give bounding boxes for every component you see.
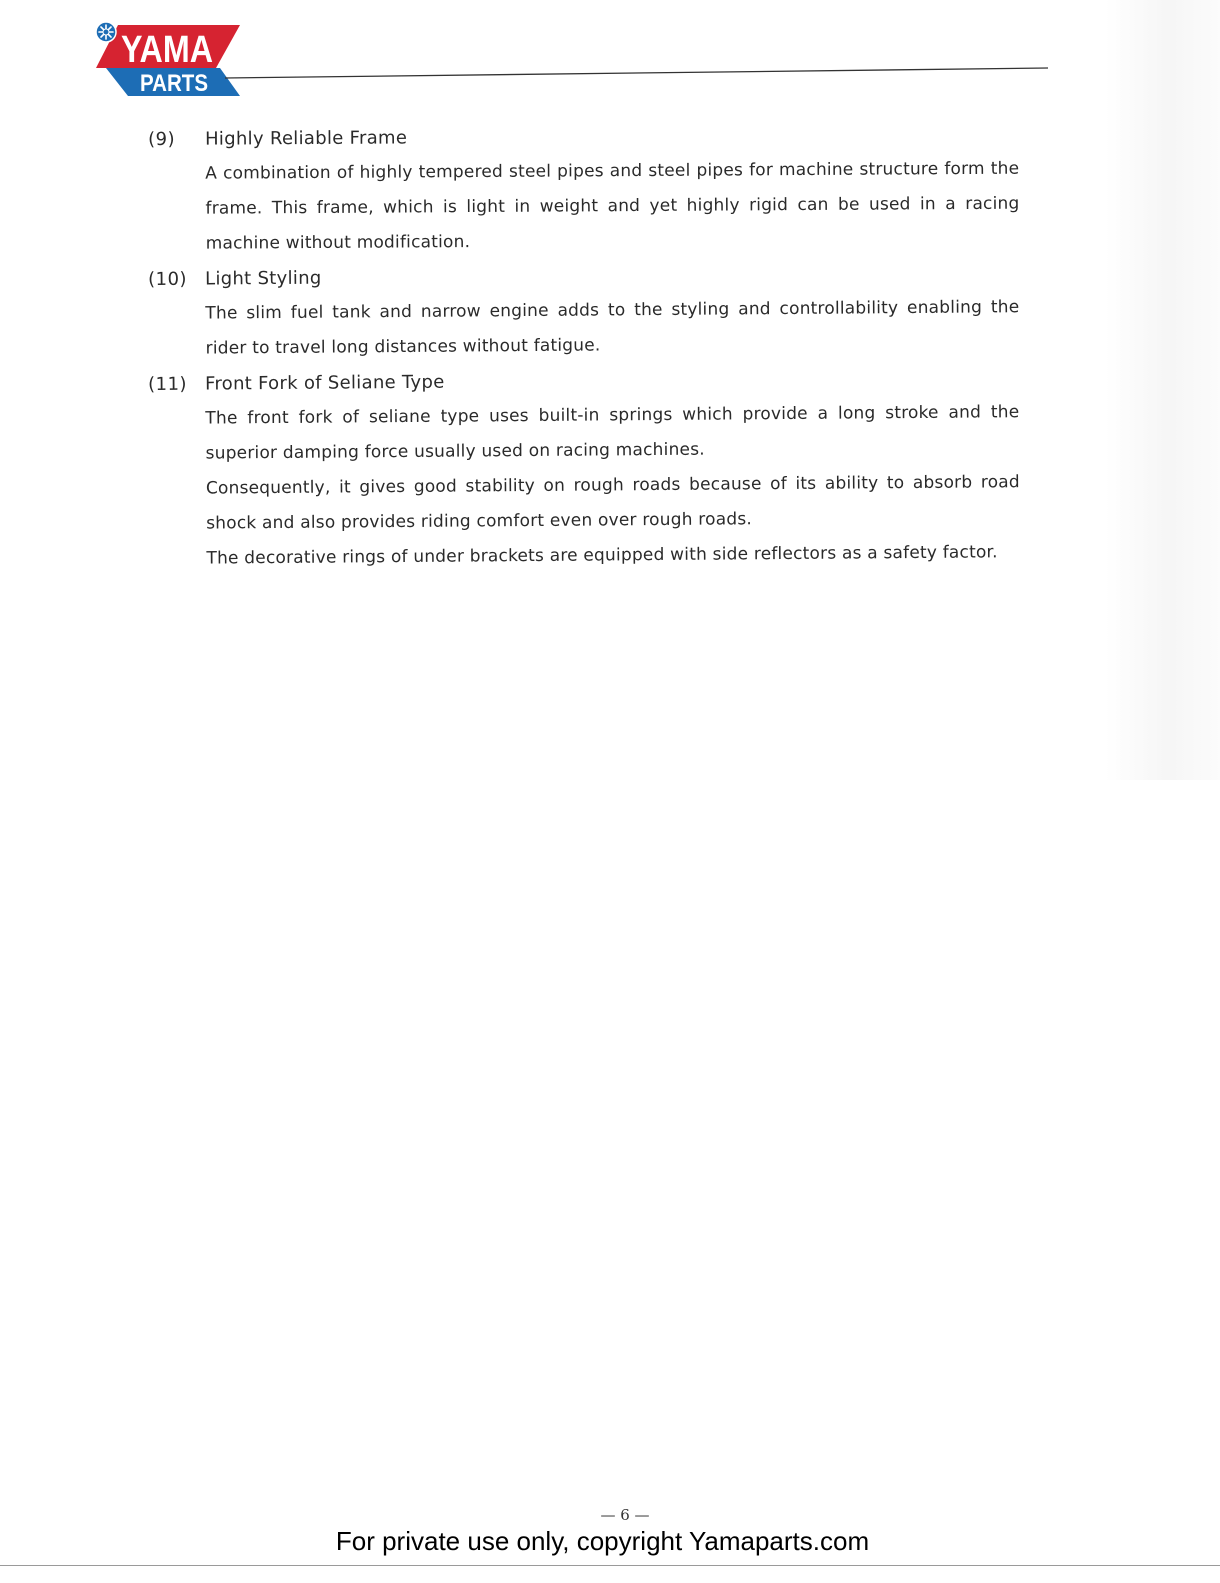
section-10 bbox=[148, 262, 1028, 359]
yamaparts-logo bbox=[96, 20, 246, 98]
section-11 bbox=[148, 367, 1028, 569]
paragraph: The slim fuel tank and narrow engine adds to the styling and controllability enabling the rider to travel long distances without fatigue. bbox=[205, 297, 1020, 359]
page-number: — 6 — bbox=[600, 1506, 650, 1524]
paragraph: The decorative rings of under brackets are equipped with side reflectors as a safety factor. bbox=[206, 542, 998, 569]
copyright-footer: For private use only, copyright Yamaparts.com bbox=[335, 1526, 870, 1556]
item-title: Front Fork of Seliane Type bbox=[204, 371, 445, 395]
logo-parts-text: PARTS bbox=[140, 70, 208, 97]
bottom-border bbox=[0, 1565, 1220, 1566]
item-number: (10) bbox=[148, 268, 188, 290]
logo-yama-text: YAMA bbox=[121, 29, 213, 71]
item-title: Light Styling bbox=[204, 267, 322, 290]
paragraph: The front fork of seliane type uses built-in springs which provide a long stroke and the superior damping force usually used on racing machines. bbox=[205, 402, 1020, 464]
scan-shadow bbox=[1105, 0, 1220, 780]
item-number: (9) bbox=[148, 128, 176, 150]
section-9 bbox=[148, 124, 1028, 254]
paragraph: Consequently, it gives good stability on rough roads because of its ability to absorb road shock and also provides riding comfort even over rough roads. bbox=[205, 472, 1020, 534]
item-title: Highly Reliable Frame bbox=[204, 127, 408, 150]
paragraph: A combination of highly tempered steel pipes and steel pipes for machine structure form the frame. This frame, which is light in weight and yet highly rigid can be used in a racing machine without modification. bbox=[205, 158, 1020, 254]
item-number: (11) bbox=[148, 373, 188, 395]
header-rule bbox=[225, 0, 1060, 80]
